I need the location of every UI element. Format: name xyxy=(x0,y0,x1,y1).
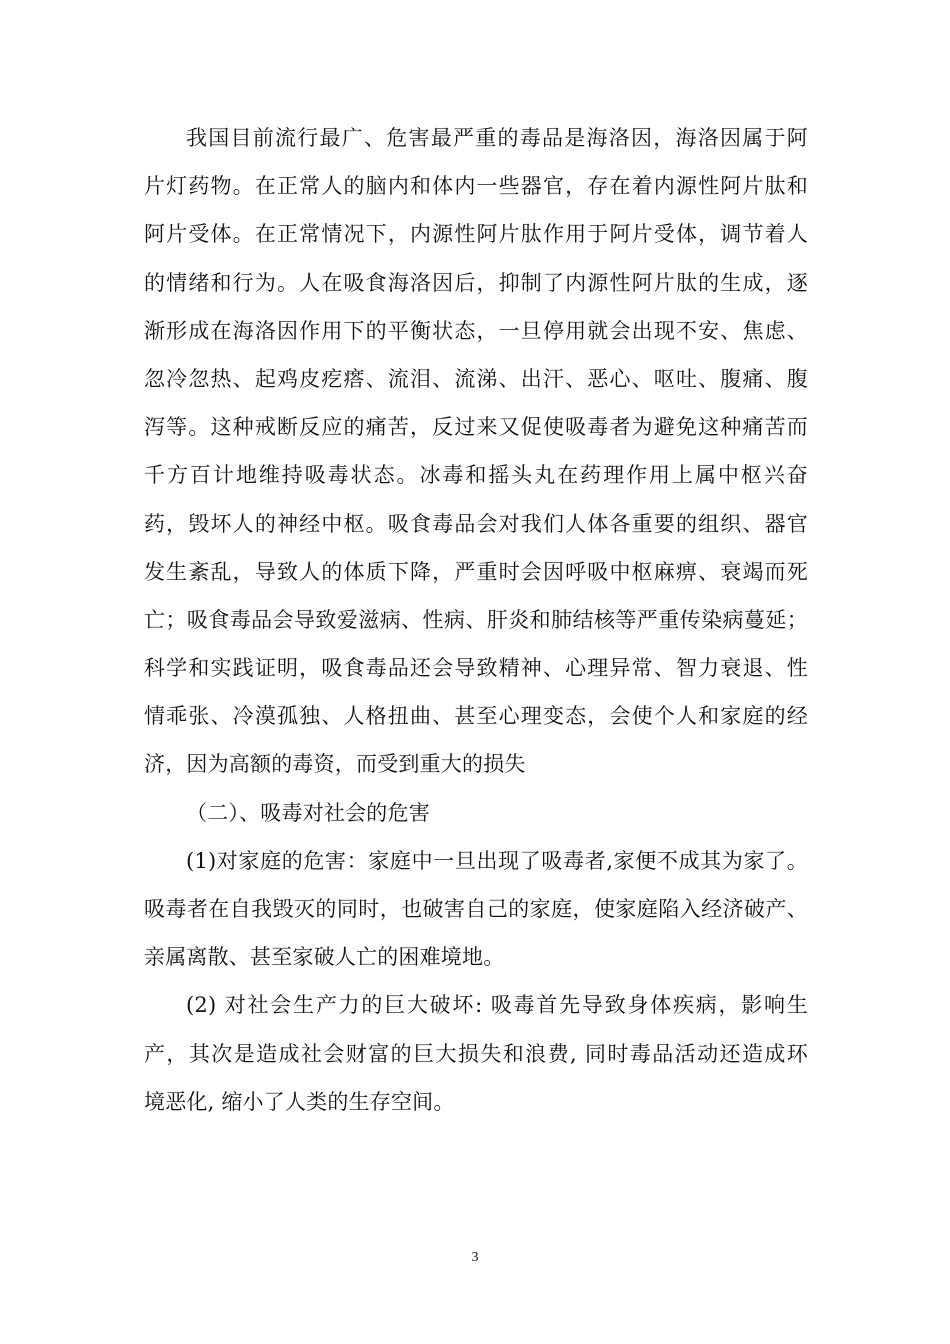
text-line: (2) 对社会生产力的巨大破坏: 吸毒首先导致身体疾病，影响生 xyxy=(186,993,808,1018)
text-line: 亲属离散、甚至家破人亡的困难境地。 xyxy=(144,945,505,970)
text-line: 渐形成在海洛因作用下的平衡状态，一旦停用就会出现不安、焦虑、 xyxy=(144,318,808,343)
text-line: 我国目前流行最广、危害最严重的毒品是海洛因，海洛因属于阿 xyxy=(186,126,808,150)
text-line: 的情绪和行为。人在吸食海洛因后，抑制了内源性阿片肽的生成，逐 xyxy=(144,270,808,295)
text-line: 济，因为高额的毒资，而受到重大的损失 xyxy=(144,752,526,777)
text-line: 药，毁坏人的神经中枢。吸食毒品会对我们人体各重要的组织、器官 xyxy=(144,511,808,536)
text-line: (1)对家庭的危害：家庭中一旦出现了吸毒者,家便不成其为家了。 xyxy=(186,848,808,873)
text-line: 吸毒者在自我毁灭的同时，也破害自己的家庭，使家庭陷入经济破产、 xyxy=(144,897,808,921)
text-line: 忽冷忽热、起鸡皮疙瘩、流泪、流涕、出汗、恶心、呕吐、腹痛、腹 xyxy=(144,366,808,391)
text-line: 千方百计地维持吸毒状态。冰毒和摇头丸在药理作用上属中枢兴奋 xyxy=(144,463,808,488)
text-line: 泻等。这种戒断反应的痛苦，反过来又促使吸毒者为避免这种痛苦而 xyxy=(144,415,808,440)
text-line: 科学和实践证明，吸食毒品还会导致精神、心理异常、智力衰退、性 xyxy=(144,656,808,681)
text-line: 产，其次是造成社会财富的巨大损失和浪费, 同时毒品活动还造成环 xyxy=(144,1041,808,1066)
section-heading xyxy=(144,789,808,837)
text-line: 发生紊乱，导致人的体质下降，严重时会因呼吸中枢麻痹、衰竭而死 xyxy=(144,559,808,584)
text-line: 情乖张、冷漠孤独、人格扭曲、甚至心理变态，会使个人和家庭的经 xyxy=(144,704,808,729)
paragraph-drug-harm-body xyxy=(144,114,808,789)
paragraph-productivity-harm xyxy=(144,981,808,1126)
paragraph-family-harm xyxy=(144,837,808,982)
section-heading-text: （二）、吸毒对社会的危害 xyxy=(186,800,430,825)
page-number: 3 xyxy=(471,1250,479,1265)
text-line: 亡；吸食毒品会导致爱滋病、性病、肝炎和肺结核等严重传染病蔓延； xyxy=(144,607,808,632)
text-line: 片灯药物。在正常人的脑内和体内一些器官，存在着内源性阿片肽和 xyxy=(144,174,808,199)
text-line: 阿片受体。在正常情况下，内源性阿片肽作用于阿片受体，调节着人 xyxy=(144,222,808,247)
document-body xyxy=(144,114,808,1126)
text-line: 境恶化, 缩小了人类的生存空间。 xyxy=(144,1089,455,1114)
